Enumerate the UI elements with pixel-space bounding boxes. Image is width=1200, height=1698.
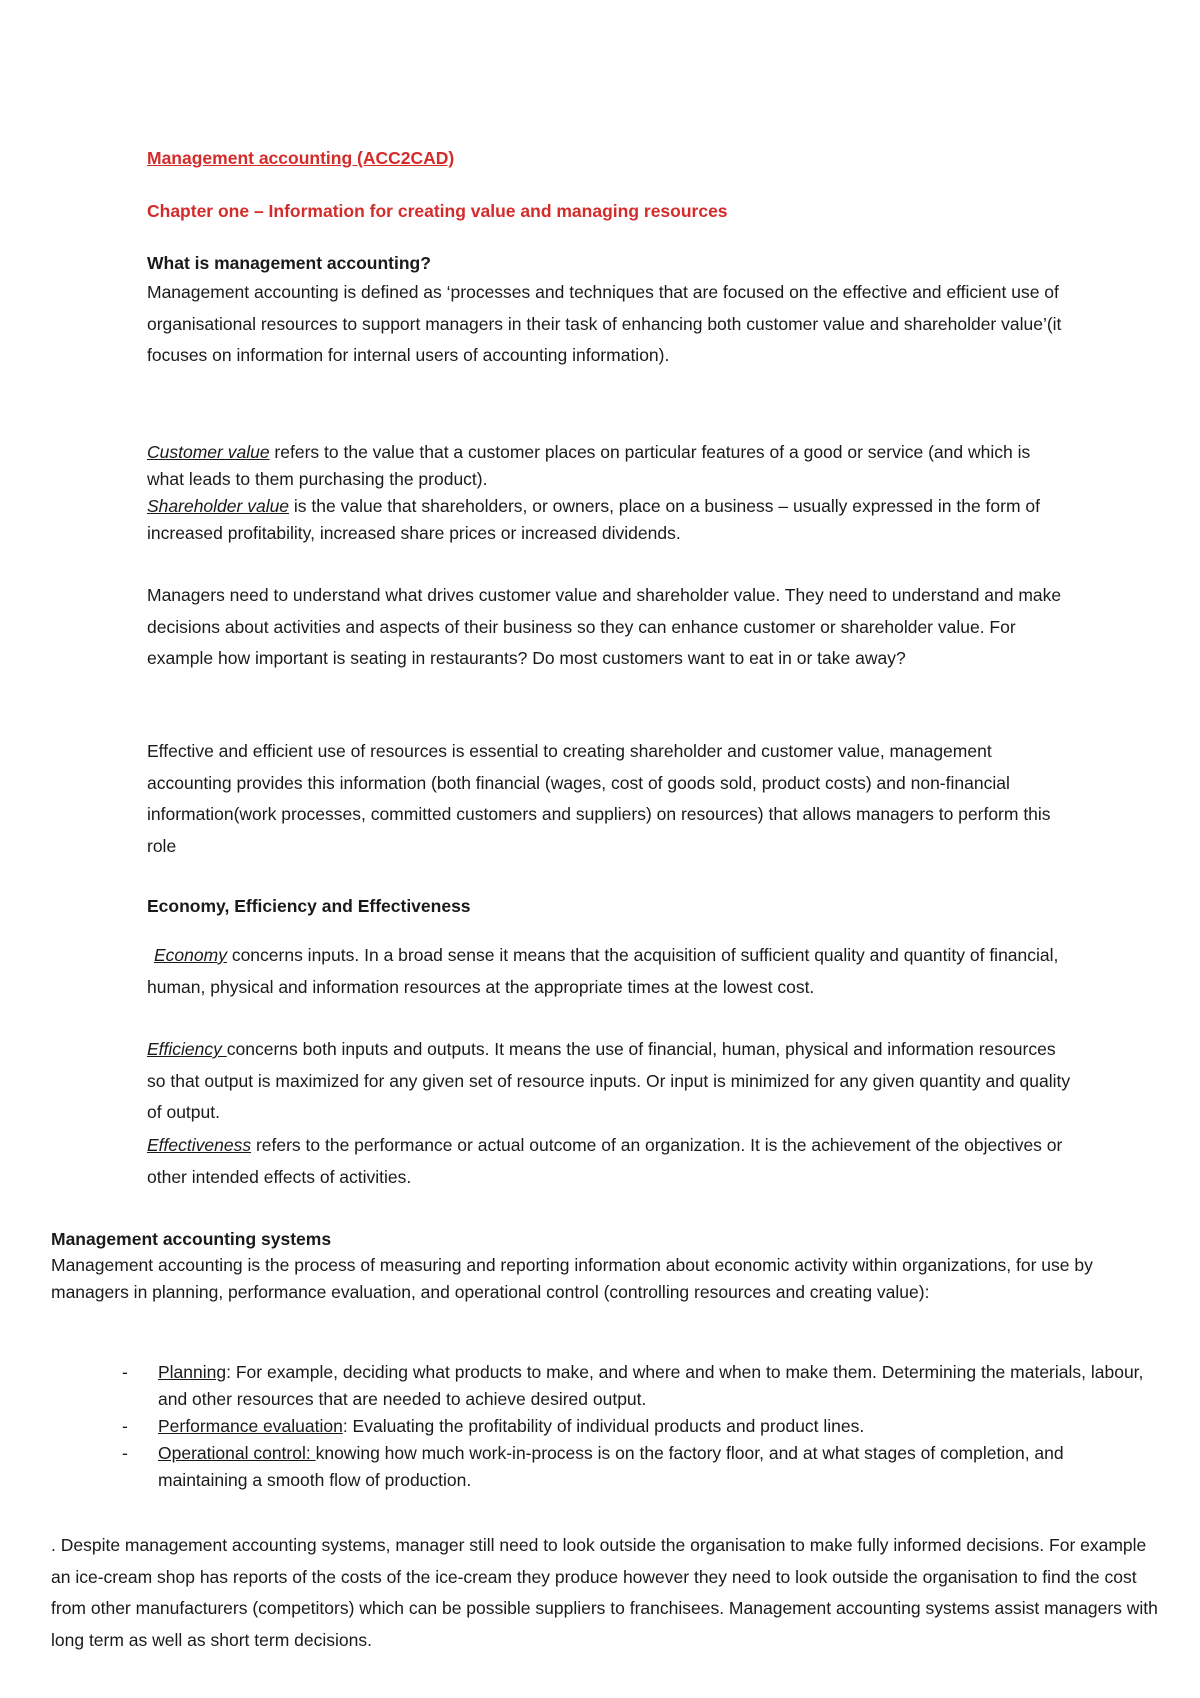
chapter-heading: Chapter one – Information for creating value and managing resources: [147, 201, 728, 221]
economy-text: concerns inputs. In a broad sense it means that the acquisition of sufficient quality and quantity of financial, human, physical and information resources at the appropriate times at the lowest cost.: [147, 945, 1059, 997]
list-dash: -: [122, 1443, 128, 1463]
efficiency-term: Efficiency: [147, 1039, 227, 1059]
effectiveness-text: refers to the performance or actual outcome of an organization. It is the achievement of the objectives or other intended effects of activities.: [147, 1135, 1063, 1187]
list-item-planning: [122, 1359, 1152, 1413]
list-item-performance: [122, 1413, 1152, 1440]
effectiveness-term: Effectiveness: [147, 1135, 252, 1155]
list-dash: -: [122, 1362, 128, 1382]
what-is-heading: What is management accounting?: [147, 253, 431, 273]
list-dash: -: [122, 1416, 128, 1436]
economy-paragraph: [147, 940, 1072, 1003]
customer-value-paragraph: [147, 439, 1072, 493]
systems-intro-paragraph: Management accounting is the process of measuring and reporting information about economic activity within organizations, for use by managers in planning, performance evaluation, and operational control (controlling resources and creating value):: [51, 1255, 1093, 1302]
definition-paragraph: Management accounting is defined as ‘processes and techniques that are focused on the effective and efficient use of organisational resources to support managers in their task of enhancing both customer value and shareholder value’(it focuses on information for internal users of accounting information).: [147, 282, 1062, 365]
page-title: Management accounting (ACC2CAD): [147, 148, 455, 168]
list-item-operational: [122, 1440, 1152, 1494]
operational-text: knowing how much work-in-process is on the factory floor, and at what stages of completion, and maintaining a smooth flow of production.: [158, 1443, 1064, 1490]
managers-paragraph: Managers need to understand what drives customer value and shareholder value. They need to understand and make decisions about activities and aspects of their business so they can enhance customer or shareholder value. For example how important is seating in restaurants? Do most customers want to eat in or take away?: [147, 585, 1062, 668]
systems-list: [122, 1359, 1152, 1494]
customer-value-term: Customer value: [147, 442, 270, 462]
eee-heading: Economy, Efficiency and Effectiveness: [147, 896, 471, 916]
efficiency-paragraph: [147, 1034, 1072, 1129]
economy-term: Economy: [154, 945, 227, 965]
shareholder-value-text: is the value that shareholders, or owners, place on a business – usually expressed in the form of increased profitability, increased share prices or increased dividends.: [147, 496, 1041, 543]
effectiveness-paragraph: [147, 1130, 1072, 1193]
effective-paragraph: Effective and efficient use of resources is essential to creating shareholder and customer value, management accounting provides this information (both financial (wages, cost of goods sold, product costs) and non-financial information(work processes, committed customers and suppliers) on resources) that allows managers to perform this role: [147, 741, 1051, 856]
planning-term: Planning: [158, 1362, 227, 1382]
efficiency-text: concerns both inputs and outputs. It means the use of financial, human, physical and information resources so that output is maximized for any given set of resource inputs. Or input is minimized for any given quantity and quality of output.: [147, 1039, 1071, 1122]
closing-paragraph: . Despite management accounting systems, manager still need to look outside the organisation to make fully informed decisions. For example an ice-cream shop has reports of the costs of the ice-cream they produce however they need to look outside the organisation to find the cost from other manufacturers (competitors) which can be possible suppliers to franchisees. Management accounting systems assist managers with long term as well as short term decisions.: [51, 1535, 1158, 1650]
operational-term: Operational control:: [158, 1443, 316, 1463]
systems-heading: Management accounting systems: [51, 1229, 332, 1249]
shareholder-value-paragraph: [147, 493, 1072, 547]
performance-term: Performance evaluation: [158, 1416, 343, 1436]
shareholder-value-term: Shareholder value: [147, 496, 290, 516]
customer-value-text: refers to the value that a customer places on particular features of a good or service (and which is what leads to them purchasing the product).: [147, 442, 1031, 489]
planning-text: : For example, deciding what products to make, and where and when to make them. Determining the materials, labour, and other resources that are needed to achieve desired output.: [158, 1362, 1144, 1409]
performance-text: : Evaluating the profitability of individual products and product lines.: [342, 1416, 865, 1436]
